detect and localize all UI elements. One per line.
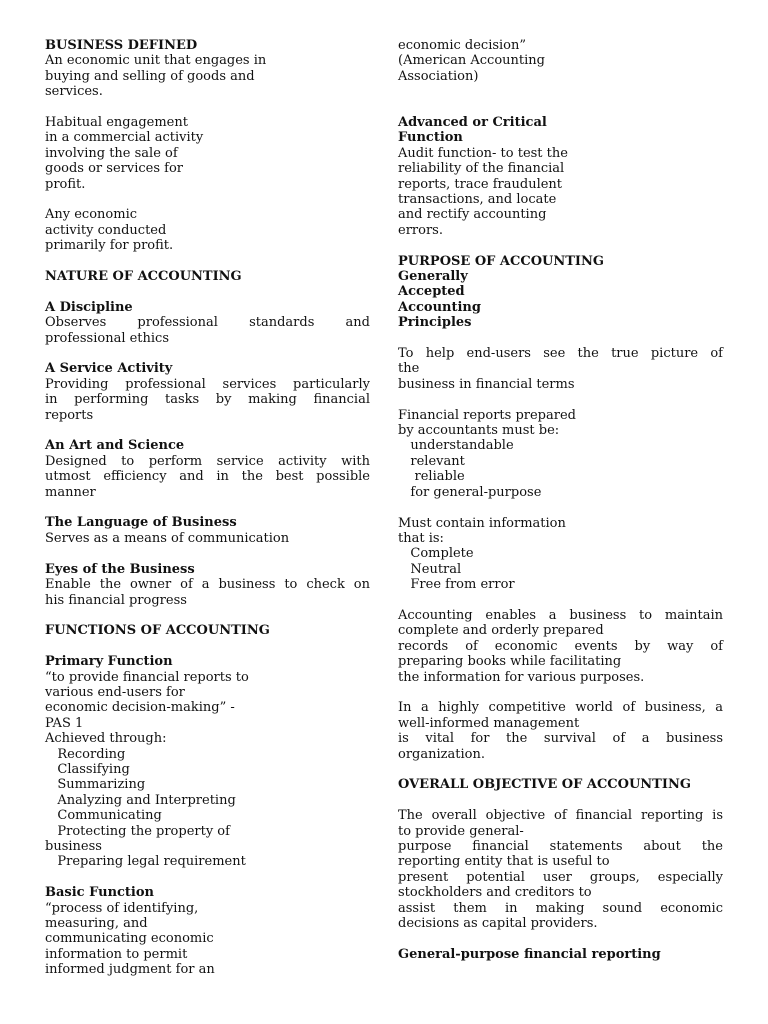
text-line: reliability of the financial xyxy=(398,161,565,177)
text-line: buying and selling of goods and xyxy=(45,68,255,84)
text-line: (American Accounting xyxy=(398,53,545,69)
text-line: An economic unit that engages in xyxy=(45,53,267,69)
text-line: goods or services for xyxy=(45,161,183,177)
text-line: Providing professional services particularly xyxy=(45,376,370,392)
section-heading: Accepted xyxy=(398,284,465,300)
text-line: Protecting the property of xyxy=(45,823,230,839)
blank-line xyxy=(45,192,370,207)
text-line: purpose financial statements about the xyxy=(398,838,723,854)
blank-line xyxy=(45,346,370,361)
blank-line xyxy=(398,793,723,808)
text-line: profit. xyxy=(45,176,86,192)
blank-line xyxy=(45,423,370,438)
text-line: is vital for the survival of a business xyxy=(398,731,723,747)
text-line: reports xyxy=(45,407,94,423)
text-line: for general-purpose xyxy=(398,484,542,500)
text-line: Achieved through: xyxy=(45,731,167,747)
section-heading: The Language of Business xyxy=(45,515,237,531)
text-line: economic decision” xyxy=(398,38,527,53)
section-heading: Function xyxy=(398,130,463,146)
text-line: Summarizing xyxy=(45,777,146,793)
text-line: Designed to perform service activity with xyxy=(45,453,370,469)
text-line: preparing books while facilitating xyxy=(398,654,622,670)
text-line: The overall objective of financial reporting is xyxy=(398,808,723,824)
blank-line xyxy=(398,931,723,946)
blank-line xyxy=(398,685,723,700)
text-line: “to provide financial reports to xyxy=(45,669,249,685)
text-line: information to permit xyxy=(45,946,188,962)
text-line: services. xyxy=(45,84,103,100)
text-line: Free from error xyxy=(398,577,515,593)
section-heading: BUSINESS DEFINED xyxy=(45,38,198,53)
section-heading: Generally xyxy=(398,269,468,285)
text-line: various end-users for xyxy=(45,684,185,700)
blank-line xyxy=(45,870,370,885)
section-heading: Accounting xyxy=(398,299,481,315)
blank-line xyxy=(398,84,723,99)
section-heading: A Service Activity xyxy=(45,361,173,377)
text-line: Enable the owner of a business to check on xyxy=(45,577,370,593)
text-line: Recording xyxy=(45,746,126,762)
blank-line xyxy=(398,238,723,253)
text-line: relevant xyxy=(398,453,465,469)
section-heading: A Discipline xyxy=(45,299,133,315)
text-line: Communicating xyxy=(45,808,162,824)
text-line: in a commercial activity xyxy=(45,130,204,146)
blank-line xyxy=(45,639,370,654)
text-line: Classifying xyxy=(45,761,130,777)
text-line: business in financial terms xyxy=(398,376,575,392)
blank-line xyxy=(45,100,370,115)
text-line: To help end-users see the true picture of xyxy=(398,346,723,362)
blank-line xyxy=(398,500,723,515)
text-line: professional ethics xyxy=(45,330,170,346)
section-heading: NATURE OF ACCOUNTING xyxy=(45,269,242,285)
text-line: to provide general- xyxy=(398,823,524,839)
text-line: utmost efficiency and in the best possible xyxy=(45,469,370,485)
blank-line xyxy=(45,254,370,269)
section-heading: Eyes of the Business xyxy=(45,561,195,577)
text-line: In a highly competitive world of business, a xyxy=(398,700,723,716)
text-line: Financial reports prepared xyxy=(398,407,576,423)
blank-line xyxy=(45,608,370,623)
blank-line xyxy=(45,500,370,515)
text-line: PAS 1 xyxy=(45,715,84,731)
text-line: informed judgment for an xyxy=(45,962,215,978)
text-line: Preparing legal requirement xyxy=(45,854,246,870)
text-line: communicating economic xyxy=(45,931,214,947)
text-line: complete and orderly prepared xyxy=(398,623,604,639)
blank-line xyxy=(398,593,723,608)
text-line: in performing tasks by making financial xyxy=(45,392,370,408)
text-line: and rectify accounting xyxy=(398,207,547,223)
right-column xyxy=(398,38,723,962)
text-line: Accounting enables a business to maintain xyxy=(398,607,723,623)
text-line: business xyxy=(45,838,102,854)
section-heading: Primary Function xyxy=(45,654,173,670)
text-line: reporting entity that is useful to xyxy=(398,854,610,870)
text-line: organization. xyxy=(398,746,485,762)
text-line: Habitual engagement xyxy=(45,115,188,131)
text-line: Serves as a means of communication xyxy=(45,530,290,546)
text-line: his financial progress xyxy=(45,592,187,608)
text-line: errors. xyxy=(398,222,443,238)
text-line: manner xyxy=(45,484,96,500)
section-heading: An Art and Science xyxy=(45,438,185,454)
blank-line xyxy=(398,762,723,777)
section-heading: FUNCTIONS OF ACCOUNTING xyxy=(45,623,270,639)
text-line: understandable xyxy=(398,438,514,454)
text-line: Observes professional standards and xyxy=(45,315,370,331)
text-line: the information for various purposes. xyxy=(398,669,645,685)
section-heading: Basic Function xyxy=(45,885,154,901)
text-line: economic decision-making” - xyxy=(45,700,235,716)
text-line: present potential user groups, especially xyxy=(398,869,723,885)
blank-line xyxy=(398,392,723,407)
text-line: Audit function- to test the xyxy=(398,145,568,161)
text-line: Neutral xyxy=(398,561,462,577)
section-heading: Advanced or Critical xyxy=(398,115,547,130)
text-line: activity conducted xyxy=(45,222,167,238)
text-line: reports, trace fraudulent xyxy=(398,176,563,192)
text-line: that is: xyxy=(398,530,444,546)
text-line: measuring, and xyxy=(45,915,148,931)
section-heading: OVERALL OBJECTIVE OF ACCOUNTING xyxy=(398,777,691,793)
text-line: Complete xyxy=(398,546,474,562)
text-line: “process of identifying, xyxy=(45,900,199,916)
blank-line xyxy=(45,284,370,299)
blank-line xyxy=(398,331,723,346)
text-line: the xyxy=(398,361,420,377)
section-heading: Principles xyxy=(398,315,472,331)
text-line: assist them in making sound economic xyxy=(398,900,723,916)
section-heading: PURPOSE OF ACCOUNTING xyxy=(398,253,604,269)
text-line: well-informed management xyxy=(398,715,580,731)
text-line: by accountants must be: xyxy=(398,423,560,439)
text-line: Association) xyxy=(398,68,479,84)
text-line: Must contain information xyxy=(398,515,566,531)
text-line: Any economic xyxy=(45,207,138,223)
text-line: Analyzing and Interpreting xyxy=(45,792,236,808)
text-line: stockholders and creditors to xyxy=(398,885,592,901)
section-heading: General-purpose financial reporting xyxy=(398,946,661,962)
text-line: primarily for profit. xyxy=(45,238,174,254)
text-line: decisions as capital providers. xyxy=(398,916,598,931)
text-line: records of economic events by way of xyxy=(398,638,723,654)
text-line: involving the sale of xyxy=(45,145,178,161)
blank-line xyxy=(398,100,723,115)
text-line: transactions, and locate xyxy=(398,192,557,208)
blank-line xyxy=(45,546,370,561)
left-column xyxy=(45,38,370,978)
text-line: reliable xyxy=(398,469,465,485)
